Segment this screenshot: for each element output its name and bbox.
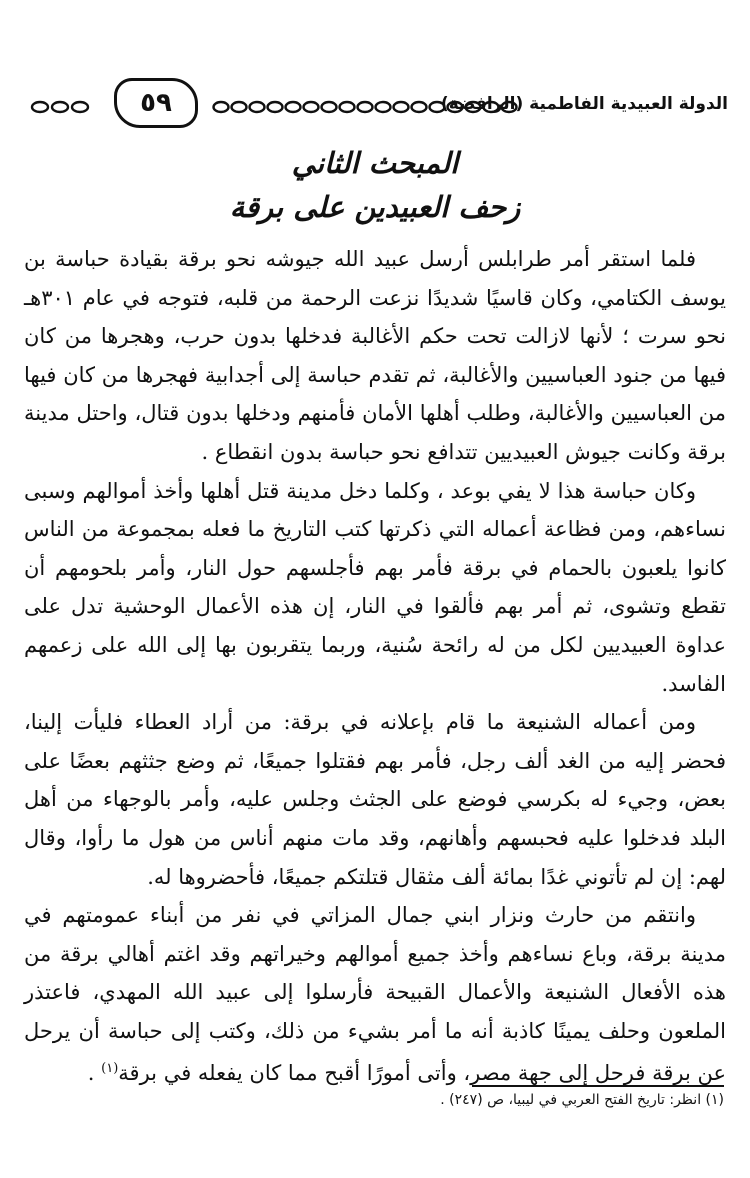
paragraph: وكان حباسة هذا لا يفي بوعد ، وكلما دخل مدينة قتل أهلها وأخذ أموالهم وسبى نساءهم، ومن فظاعة أعماله التي ذكرتها كتب التاريخ ما فعله بمجموعة من الناس كانوا يلعبون بالحمام في برقة فأمر بهم فأجلسهم حول النار، وأمر بلحومهم أن تقطع وتشوى، ثم أمر بهم فألقوا في النار، إن هذه الأعمال الوحشية تدل على عداوة العبيديين لكل من له رائحة سُنية، وربما يتقربون بها إلى الله على زعمهم الفاسد. [24, 478, 726, 696]
paragraph-end: . [87, 1061, 102, 1086]
paragraph [24, 896, 726, 1093]
running-header [22, 76, 728, 132]
body-text [24, 240, 726, 1093]
footnote-reference[interactable]: (١) [101, 1061, 119, 1077]
section-title: زحف العبيدين على برقة [229, 190, 521, 224]
ornament-left-icon [30, 100, 92, 114]
paragraph-text: وانتقم من حارث ونزار ابني جمال المزاتي في نفر من أبناء عمومتهم في مدينة برقة، وباع نساءهم وأخذ جميع أموالهم وخيراتهم وقد اغتم أهالي برقة من هذه الأفعال الشنيعة والأعمال القبيحة فأرسلوا إلى عبيد الله المهدي، فاعتذر الملعون وحلف يمينًا كاذبة أنه ما أمر بشيء من ذلك، وكتب إلى حباسة أن يرحل عن برقة فرحل إلى جهة مصر، وأتى أمورًا أقبح مما كان يفعله في برقة [24, 903, 726, 1086]
footnote: (١) انظر: تاريخ الفتح العربي في ليبيا، ص (٢٤٧) . [440, 1092, 724, 1108]
paragraph: ومن أعماله الشنيعة ما قام بإعلانه في برقة: من أراد العطاء فليأت إلينا، فحضر إليه من الغد ألف رجل، فأمر بهم فقتلوا جميعًا، ثم وضع جثثهم بعضًا على بعض، وجيء له بكرسي فوضع على الجثث وجلس عليه، وأمر بالوجهاء من أهل البلد فدخلوا عليه فحبسهم وأهانهم، وقد مات منهم أناس من هول ما رأوا، وقال لهم: إن لم تأتوني غدًا بمائة ألف مثقال قتلتكم جميعًا، فأحضروها له. [24, 710, 726, 889]
footnote-divider [472, 1085, 724, 1087]
running-title: الدولة العبيدية الفاطمية (الرافضة) [440, 94, 728, 114]
page-number: ٥٩ [114, 78, 198, 128]
section-subtitle: المبحث الثاني [291, 146, 459, 180]
paragraph: فلما استقر أمر طرابلس أرسل عبيد الله جيوشه نحو برقة بقيادة حباسة بن يوسف الكتامي، وكان قاسيًا شديدًا نزعت الرحمة من قلبه، فتوجه في عام ٣٠١هـ نحو سرت ؛ لأنها لازالت تحت حكم الأغالبة فدخلها بدون حرب، وهجرها من كان فيها من جنود العباسيين والأغالبة، ثم تقدم حباسة إلى أجدابية فهجرها من كان فيها من العباسيين والأغالبة، وطلب أهلها الأمان فأمنهم ودخلها بدون قتال، واحتل مدينة برقة وكانت جيوش العبيديين تتدافع نحو حباسة بدون انقطاع . [24, 247, 726, 464]
